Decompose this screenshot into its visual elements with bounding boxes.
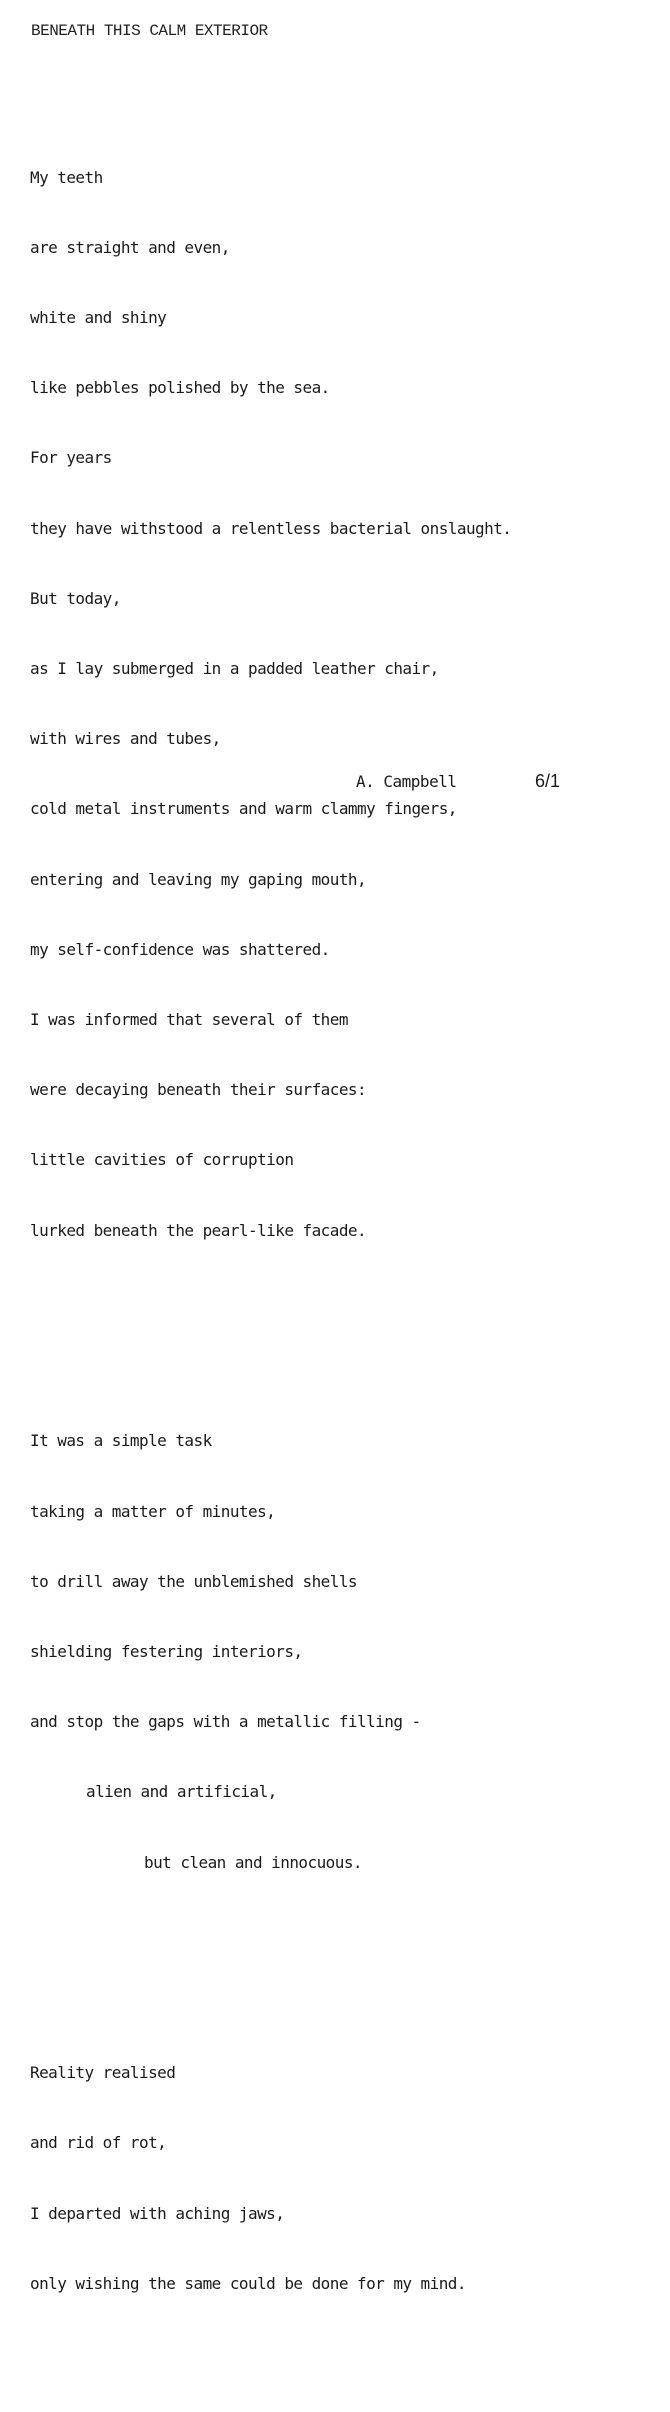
poem-line: Reality realised bbox=[30, 2063, 176, 2083]
poem-line: white and shiny bbox=[30, 308, 167, 328]
poem-line: with wires and tubes, bbox=[30, 729, 221, 749]
poem-line: For years bbox=[30, 448, 112, 468]
poem-line: taking a matter of minutes, bbox=[30, 1501, 276, 1521]
author-signature: A. Campbell bbox=[356, 772, 457, 791]
poem-line: I was informed that several of them bbox=[30, 1010, 348, 1030]
poem-line: but clean and innocuous. bbox=[144, 1852, 362, 1872]
poem-line: My teeth bbox=[30, 167, 103, 187]
poem-line: alien and artificial, bbox=[86, 1782, 277, 1802]
poem-line: are straight and even, bbox=[30, 237, 230, 257]
poem-line: as I lay submerged in a padded leather chair, bbox=[30, 659, 439, 679]
poem-body bbox=[30, 72, 511, 2412]
poem-line: like pebbles polished by the sea. bbox=[30, 378, 330, 398]
poem-line: and stop the gaps with a metallic filling - bbox=[30, 1712, 421, 1732]
poem-line: and rid of rot, bbox=[30, 2133, 167, 2153]
poem-line: my self-confidence was shattered. bbox=[30, 939, 330, 959]
stanza-3 bbox=[30, 2014, 511, 2342]
poem-line: I departed with aching jaws, bbox=[30, 2203, 285, 2223]
poem-line: they have withstood a relentless bacterial onslaught. bbox=[30, 518, 512, 538]
poem-line: only wishing the same could be done for my mind. bbox=[30, 2273, 466, 2293]
poem-line: lurked beneath the pearl-like facade. bbox=[30, 1220, 367, 1240]
handwritten-code: 6/1 bbox=[535, 771, 561, 791]
poem-line: were decaying beneath their surfaces: bbox=[30, 1080, 367, 1100]
poem-line: entering and leaving my gaping mouth, bbox=[30, 869, 367, 889]
stanza-1 bbox=[30, 119, 511, 1289]
poem-line: cold metal instruments and warm clammy fingers, bbox=[30, 799, 457, 819]
poem-line: shielding festering interiors, bbox=[30, 1641, 303, 1661]
poem-line: to drill away the unblemished shells bbox=[30, 1571, 357, 1591]
poem-title: BENEATH THIS CALM EXTERIOR bbox=[31, 22, 268, 40]
poem-line: little cavities of corruption bbox=[30, 1150, 294, 1170]
stanza-2 bbox=[30, 1382, 511, 1920]
poem-line: But today, bbox=[30, 588, 121, 608]
poem-line: It was a simple task bbox=[30, 1431, 212, 1451]
